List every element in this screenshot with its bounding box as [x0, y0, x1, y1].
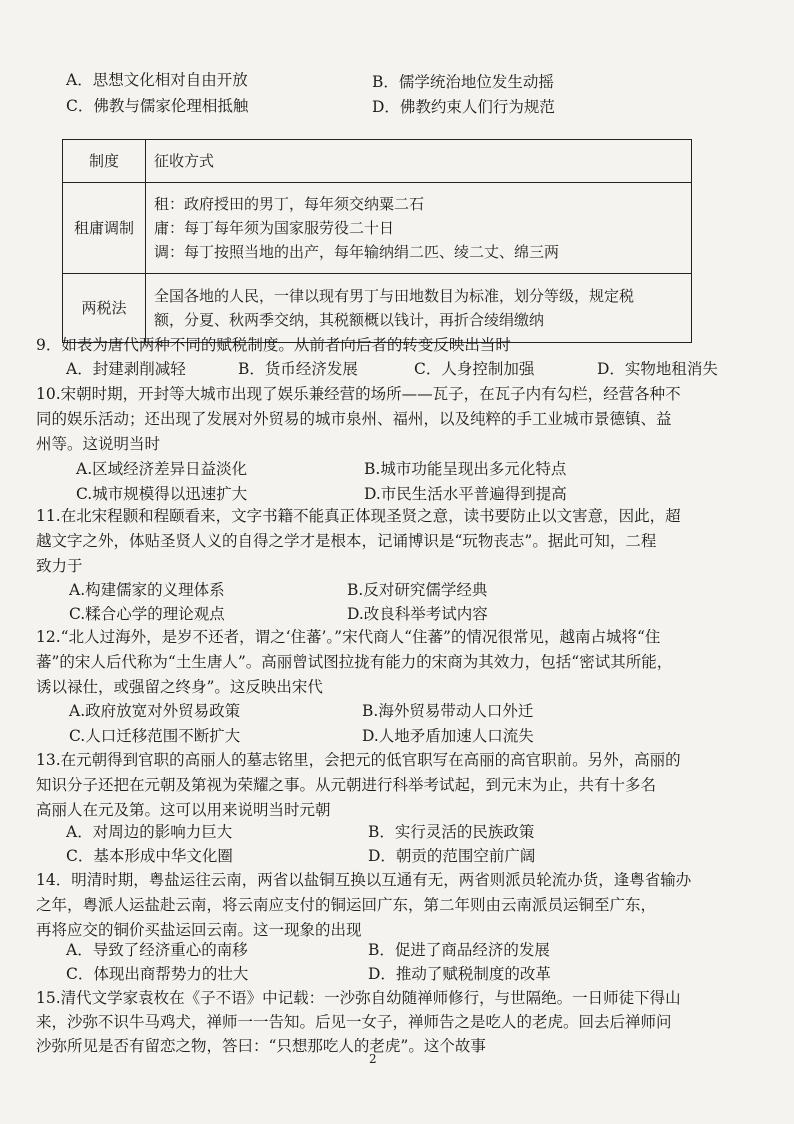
q14-stem-line: 14．明清时期，粤盐运往云南，两省以盐铜互换以互通有无，两省则派员轮流办货，逢粤省输办: [36, 871, 692, 889]
q13-option-a: A．对周边的影响力巨大: [66, 823, 233, 841]
q15-stem-line: 15.清代文学家袁枚在《子不语》中记载：一沙弥自幼随禅师修行，与世隔绝。一日师徒下得山: [36, 989, 681, 1007]
q9-option-d: D．实物地租消失: [597, 360, 718, 378]
q12-stem-line: 蕃”的宋人后代称为“土生唐人”。高丽曾试图拉拢有能力的宋商为其效力，包括“密试其所能，: [36, 653, 673, 671]
table-cell-line: 庸：每丁每年须为国家服劳役二十日: [154, 219, 395, 237]
q12-stem-line: 12.“北人过海外，是岁不还者，谓之‘住蕃’。”宋代商人“住蕃”的情况很常见，越南占城将“住: [36, 628, 661, 646]
q10-option-d: D.市民生活水平普遍得到提高: [364, 485, 567, 503]
q12-option-b: B.海外贸易带动人口外迁: [362, 702, 534, 720]
q10-stem-line: 10.宋朝时期，开封等大城市出现了娱乐兼经营的场所——瓦子，在瓦子内有勾栏，经营各种不: [36, 385, 681, 403]
q8-option-c: C．佛教与儒家伦理相抵触: [66, 97, 249, 115]
table-cell-method: [146, 183, 692, 274]
q9-option-c: C．人身控制加强: [414, 360, 535, 378]
table-cell-method: [146, 274, 692, 343]
q8-option-b: B．儒学统治地位发生动摇: [372, 73, 554, 91]
q14-option-b: B．促进了商品经济的发展: [368, 941, 550, 959]
table-header-row: [63, 140, 692, 183]
q15-stem-line: 沙弥所见是否有留恋之物，答曰：“只想那吃人的老虎”。这个故事: [36, 1037, 486, 1055]
q13-stem-line: 高丽人在元及第。这可以用来说明当时元朝: [36, 801, 331, 819]
q8-option-a: A．思想文化相对自由开放: [66, 71, 248, 89]
table-cell-system-name: 租庸调制: [63, 183, 146, 274]
q12-stem-line: 诱以禄仕，或强留之终身”。这反映出宋代: [36, 678, 323, 696]
q13-option-c: C．基本形成中华文化圈: [66, 847, 233, 865]
q13-option-d: D．朝贡的范围空前广阔: [368, 847, 536, 865]
q14-stem-line: 之年，粤派人运盐赴云南，将云南应支付的铜运回广东，第二年则由云南派员运铜至广东，: [36, 896, 657, 914]
q9-option-a: A．封建剥削减轻: [66, 360, 186, 378]
table-row: [63, 183, 692, 274]
table-cell-line: 租：政府授田的男丁，每年须交纳粟二石: [154, 195, 425, 213]
table-header-system: 制度: [63, 140, 146, 183]
table-cell-line: 调：每丁按照当地的出产，每年输纳绢二匹、绫二丈、绵三两: [154, 243, 560, 261]
q12-option-c: C.人口迁移范围不断扩大: [69, 727, 241, 745]
q13-stem-line: 知识分子还把在元朝及第视为荣耀之事。从元朝进行科举考试起，到元末为止，共有十多名: [36, 776, 657, 794]
q9-option-b: B．货币经济发展: [238, 360, 358, 378]
q11-stem-line: 11.在北宋程颢和程颐看来，文字书籍不能真正体现圣贤之意，读书要防止以文害意，因此，超: [36, 507, 681, 525]
q13-stem-line: 13.在元朝得到官职的高丽人的墓志铭里，会把元的低官职写在高丽的高官职前。另外，高丽的: [36, 751, 681, 769]
q14-option-d: D．推动了赋税制度的改革: [368, 965, 551, 983]
tax-system-table: [62, 139, 692, 343]
table-cell-line: 额，分夏、秋两季交纳，其税额概以钱计，再折合绫绢缴纳: [154, 311, 545, 329]
table-header-method: 征收方式: [146, 140, 692, 183]
q11-option-c: C.糅合心学的理论观点: [69, 605, 225, 623]
q11-option-d: D.改良科举考试内容: [347, 605, 488, 623]
q10-option-b: B.城市功能呈现出多元化特点: [364, 460, 567, 478]
table-cell-system-name: 两税法: [63, 274, 146, 343]
q10-option-a: A.区域经济差异日益淡化: [76, 460, 248, 478]
q11-option-a: A.构建儒家的义理体系: [69, 581, 225, 599]
q11-stem-line: 越文字之外，体贴圣贤人义的自得之学才是根本，记诵博识是“玩物丧志”。据此可知，二程: [36, 532, 657, 550]
q13-option-b: B．实行灵活的民族政策: [368, 823, 535, 841]
q8-option-d: D．佛教约束人们行为规范: [372, 98, 555, 116]
table-cell-line: 全国各地的人民，一律以现有男丁与田地数目为标准，划分等级，规定税: [154, 287, 635, 305]
q11-option-b: B.反对研究儒学经典: [347, 581, 488, 599]
q14-option-a: A．导致了经济重心的南移: [66, 941, 248, 959]
q12-option-a: A.政府放宽对外贸易政策: [69, 702, 241, 720]
q9-stem: 9．如表为唐代两种不同的赋税制度。从前者向后者的转变反映出当时: [36, 336, 511, 354]
q14-stem-line: 再将应交的铜价买盐运回云南。这一现象的出现: [36, 921, 362, 939]
q10-option-c: C.城市规模得以迅速扩大: [76, 485, 248, 503]
table-row: [63, 274, 692, 343]
q10-stem-line: 州等。这说明当时: [36, 435, 161, 453]
q10-stem-line: 同的娱乐活动；还出现了发展对外贸易的城市泉州、福州，以及纯粹的手工业城市景德镇、益: [36, 410, 672, 428]
q12-option-d: D.人地矛盾加速人口流失: [362, 727, 534, 745]
q11-stem-line: 致力于: [36, 557, 83, 575]
page-number: 2: [369, 1052, 377, 1066]
q15-stem-line: 来，沙弥不识牛马鸡犬，禅师一一告知。后见一女子，禅师告之是吃人的老虎。回去后禅师问: [36, 1013, 672, 1031]
q14-option-c: C．体现出商帮势力的壮大: [66, 965, 249, 983]
